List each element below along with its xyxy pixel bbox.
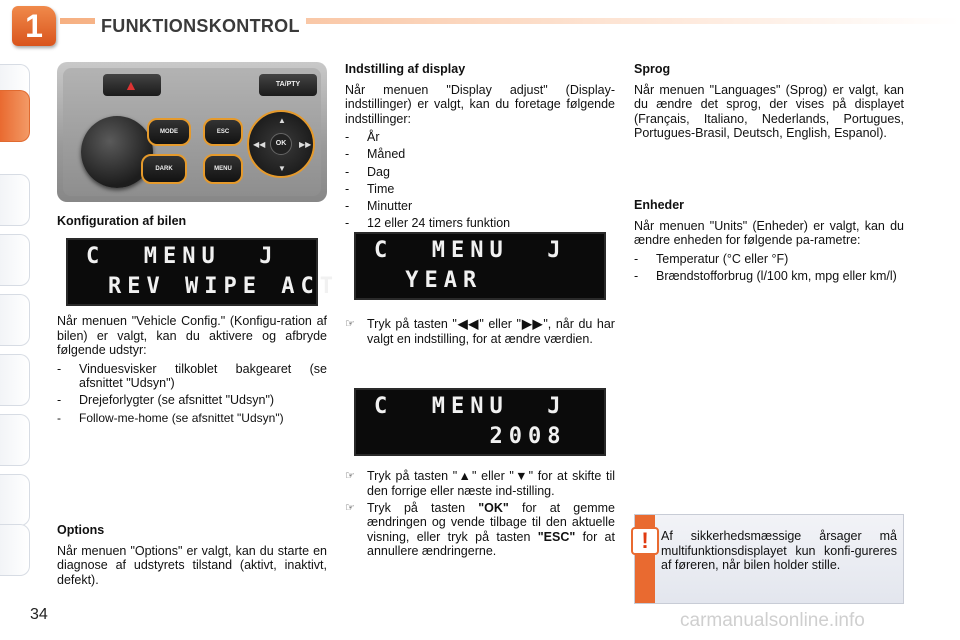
list-item: - År	[345, 130, 380, 145]
list-item: - Minutter	[345, 198, 413, 213]
display-settings-intro: Når menuen "Display adjust" (Display-indstillinger) er valgt, kan du foretage følgende indstillinger:	[345, 82, 615, 126]
safety-warning-box	[634, 514, 904, 604]
lcd-line: C MENU J	[374, 394, 567, 419]
esc-button: ESC	[203, 118, 243, 146]
list-item: - Follow-me-home (se afsnittet "Udsyn")	[57, 410, 284, 425]
vehicle-config-intro: Når menuen "Vehicle Config." (Konfigu-ration af bilen) er valgt, kan du aktivere og afbryde følgende udstyr:	[57, 314, 327, 358]
list-item: - Temperatur (°C eller °F)	[634, 251, 789, 266]
chapter-tab[interactable]	[0, 524, 30, 576]
dark-button: DARK	[141, 154, 187, 184]
lcd-line: C MENU J	[374, 238, 567, 263]
vehicle-config-heading-block	[57, 214, 327, 235]
exclamation-icon: !	[631, 527, 659, 555]
vehicle-config-heading: Konfiguration af bilen	[57, 214, 187, 228]
lcd-year-value	[354, 388, 606, 456]
watermark: carmanualsonline.info	[680, 610, 865, 631]
list-item: - 12 eller 24 timers funktion	[345, 215, 511, 230]
units-heading: Enheder	[634, 198, 685, 212]
page-header	[0, 0, 960, 50]
chapter-tab-active[interactable]	[0, 90, 30, 142]
chapter-tab[interactable]	[0, 354, 30, 406]
list-item: - Dag	[345, 164, 390, 179]
list-item: - Drejeforlygter (se afsnittet "Udsyn")	[57, 393, 275, 408]
lcd-line: YEAR	[386, 268, 483, 293]
chapter-number: 1	[25, 8, 43, 44]
instruction-item: ☞ Tryk på tasten "◀◀" eller "▶▶", når du har valgt en indstilling, for at ændre værdien.	[345, 317, 615, 346]
lcd-year	[354, 232, 606, 300]
language-section	[634, 62, 904, 141]
display-settings-section	[345, 62, 615, 233]
lcd-line: REV WIPE ACT	[108, 274, 339, 299]
lcd-line: 2008	[374, 424, 567, 449]
chapter-tab[interactable]	[0, 294, 30, 346]
vehicle-config-section	[57, 314, 327, 428]
chapter-tab[interactable]	[0, 474, 30, 526]
warning-text: Af sikkerhedsmæssige årsager må multifunktionsdisplayet kun konfi-gureres af føreren, når bilen holder stille.	[661, 529, 897, 573]
control-panel-image	[57, 62, 327, 202]
ta-pty-button: TA/PTY	[259, 74, 317, 96]
list-item: - Brændstofforbrug (l/100 km, mpg eller km/l)	[634, 268, 897, 283]
chapter-tab[interactable]	[0, 414, 30, 466]
arrow-up-icon: ▲	[457, 469, 473, 483]
instruction-block-2	[345, 465, 615, 562]
list-item: - Time	[345, 181, 395, 196]
language-heading: Sprog	[634, 62, 671, 76]
menu-button: MENU	[203, 154, 243, 184]
arrow-down-icon: ▼	[513, 469, 529, 483]
arrow-right-icon: ▶▶	[299, 140, 312, 149]
arrow-down-icon: ▼	[278, 164, 286, 173]
instruction-item: ☞ Tryk på tasten "OK" for at gemme ændringen og vende tilbage til den aktuelle visning, eller tryk på tasten "ESC" for at annullere ændringerne.	[345, 500, 615, 559]
options-text: Når menuen "Options" er valgt, kan du starte en diagnose af udstyrets tilstand (aktivt, inaktivt, defekt).	[57, 543, 327, 587]
chapter-tab[interactable]	[0, 174, 30, 226]
chapter-badge	[12, 6, 56, 46]
instruction-item: ☞ Tryk på tasten "▲" eller "▼" for at skifte til den forrige eller næste ind-stilling.	[345, 469, 615, 498]
instruction-block-1	[345, 313, 615, 349]
pointer-icon: ☞	[345, 318, 355, 330]
page-title: FUNKTIONSKONTROL	[95, 16, 306, 37]
ok-button: OK	[270, 133, 292, 155]
lcd-line: C MENU J	[86, 244, 279, 269]
hazard-button	[103, 74, 161, 96]
page-number: 34	[30, 606, 48, 623]
units-intro: Når menuen "Units" (Enheder) er valgt, kan du ændre enheden for følgende pa-rametre:	[634, 218, 904, 248]
language-text: Når menuen "Languages" (Sprog) er valgt, kan du ændre det sprog, der vises på displayet (Français, Italiano, Nederlands, Portugues, Portugues-Brasil, Deutsch, English, Espanol).	[634, 82, 904, 141]
fast-forward-icon: ▶▶	[520, 317, 544, 331]
list-item: - Vinduesvisker tilkoblet bakgearet (se afsnittet "Udsyn")	[57, 361, 327, 391]
pointer-icon: ☞	[345, 470, 355, 482]
options-section	[57, 523, 327, 587]
chapter-tab[interactable]	[0, 234, 30, 286]
navigation-pad	[247, 110, 315, 178]
chapter-tabs	[0, 64, 34, 576]
pointer-icon: ☞	[345, 501, 355, 514]
lcd-vehicle-config	[66, 238, 339, 306]
options-heading: Options	[57, 523, 105, 537]
display-settings-heading: Indstilling af display	[345, 62, 466, 76]
rewind-icon: ◀◀	[456, 317, 480, 331]
list-item: - Måned	[345, 147, 406, 162]
mode-button: MODE	[147, 118, 191, 146]
arrow-up-icon: ▲	[278, 116, 286, 125]
hazard-icon: ▲	[124, 77, 138, 93]
units-section	[634, 198, 904, 286]
arrow-left-icon: ◀◀	[253, 140, 266, 149]
